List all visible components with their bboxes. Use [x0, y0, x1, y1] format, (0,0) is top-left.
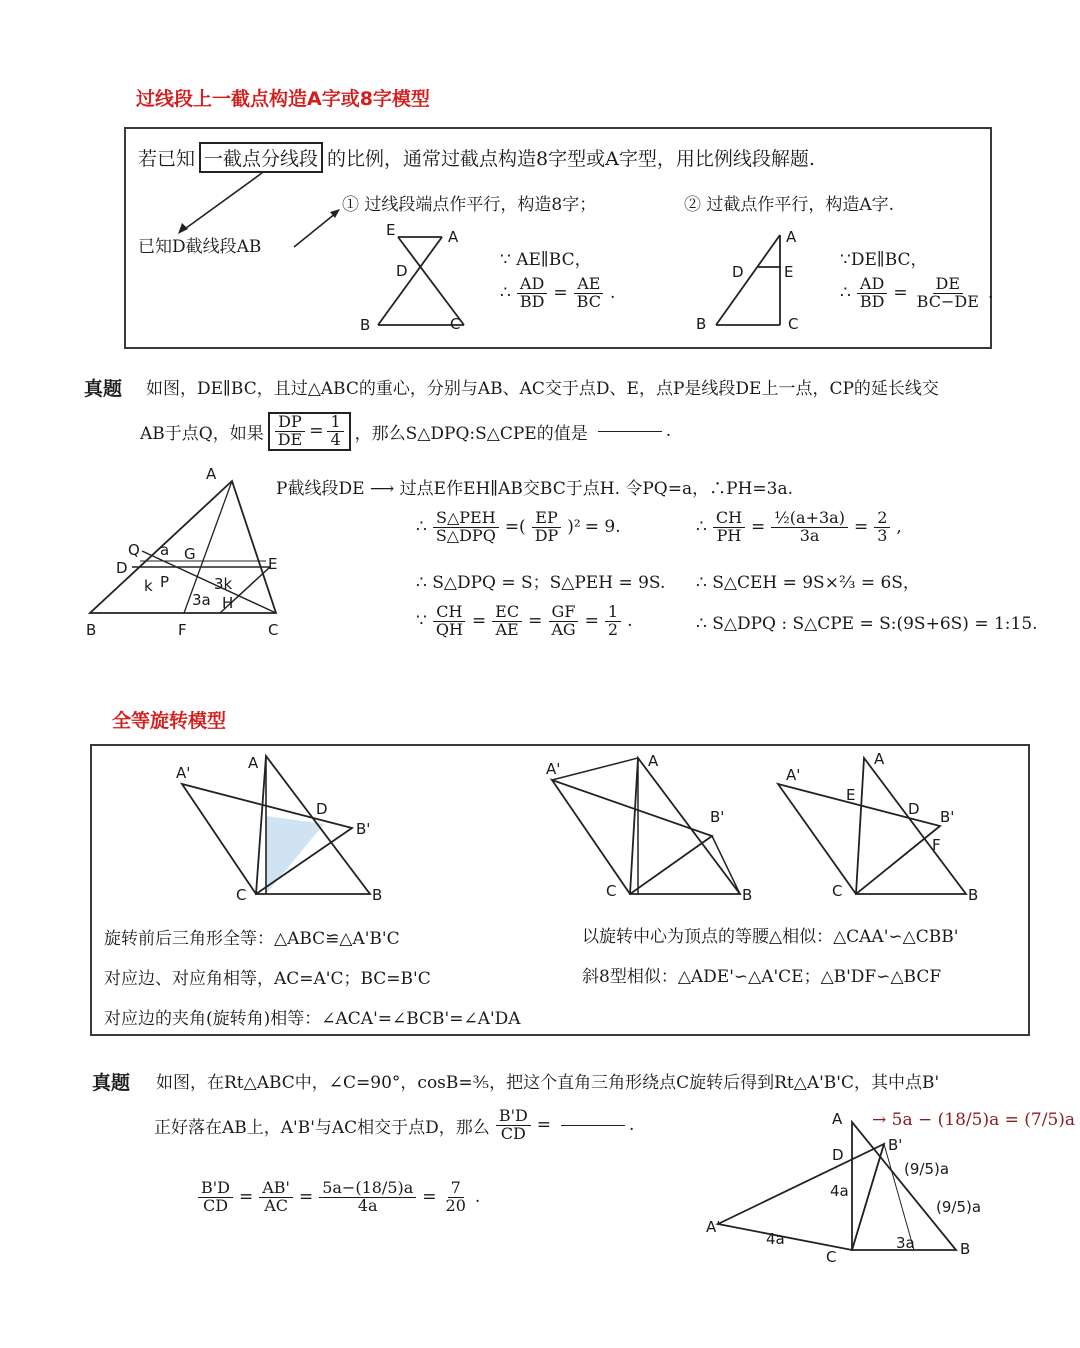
rotation-figure-3 [778, 750, 978, 904]
svg-text:A: A [648, 752, 659, 770]
problem1-sol6: ∴ S△DPQ : S△CPE = S:(9S+6S) = 1:15. [696, 614, 1038, 634]
svg-text:C: C [450, 315, 461, 333]
because-1: ∵ AE∥BC， [500, 250, 592, 270]
svg-text:3k: 3k [214, 575, 233, 593]
svg-text:Q: Q [128, 541, 140, 559]
svg-text:B': B' [940, 808, 955, 826]
svg-text:P: P [160, 573, 170, 591]
ratio-boxed: $\frac{DP}{DE}$ = $\frac{1}{4}$ [268, 412, 351, 451]
svg-text:C: C [832, 882, 843, 900]
problem2-solution: $\frac{B'D}{CD}$ = $\frac{AB'}{AC}$ = $\frac{5a-(18/5)a}{4a}$ = $\frac{7}{20}$ . [196, 1180, 480, 1215]
svg-text:C: C [268, 621, 279, 639]
svg-text:A: A [248, 754, 259, 772]
answer-blank [598, 430, 662, 432]
arrow-to-method [294, 213, 336, 247]
svg-text:3a: 3a [896, 1234, 915, 1252]
svg-text:H: H [222, 594, 234, 612]
svg-text:3a: 3a [192, 591, 211, 609]
svg-text:E: E [268, 555, 278, 573]
problem2-line2: 正好落在AB上，A'B'与AC相交于点D，那么 $\frac{B'D}{CD}$ = . [154, 1106, 635, 1143]
problem1-hint: P截线段DE ⟶ 过点E作EH∥AB交BC于点H. 令PQ=a，∴PH=3a. [276, 479, 793, 499]
svg-text:G: G [184, 545, 196, 563]
method-2: ② 过截点作平行，构造A字. [684, 195, 895, 215]
problem2-line1: 如图，在Rt△ABC中，∠C=90°，cosB=⅗，把这个直角三角形绕点C旋转后得到Rt△A'B'C，其中点B' [156, 1073, 940, 1093]
arrow-to-boxed [182, 173, 262, 231]
svg-text:D: D [116, 559, 128, 577]
svg-text:E: E [784, 263, 794, 281]
svg-text:k: k [144, 577, 153, 595]
svg-text:C: C [606, 882, 617, 900]
svg-text:C: C [236, 886, 247, 904]
svg-text:C: C [826, 1248, 837, 1266]
therefore-2: ∴ $\frac{AD}{BD}$ = $\frac{DE}{BC-DE}$ . [840, 274, 994, 311]
svg-text:D: D [316, 800, 328, 818]
svg-text:E: E [386, 221, 396, 239]
problem1-sol2: ∴ S△DPQ = S；S△PEH = 9S. [416, 573, 666, 593]
figure-8-shape [360, 221, 464, 334]
svg-text:4a: 4a [766, 1230, 785, 1248]
therefore-1: ∴ $\frac{AD}{BD}$ = $\frac{AE}{BC}$ . [500, 274, 616, 311]
svg-text:A': A' [546, 760, 561, 778]
svg-text:B: B [360, 316, 371, 334]
svg-text:A: A [832, 1110, 843, 1128]
svg-text:a: a [160, 541, 170, 559]
svg-text:B': B' [710, 808, 725, 826]
method-1: ① 过线段端点作平行，构造8字； [342, 195, 597, 215]
svg-text:D: D [732, 263, 744, 281]
svg-text:B: B [960, 1240, 971, 1258]
section2-note2: 对应边、对应角相等，AC=A'C；BC=B'C [104, 969, 431, 989]
problem1-figure [80, 455, 290, 645]
answer-blank-2 [561, 1124, 625, 1126]
known-note: 已知D截线段AB [138, 237, 262, 257]
section2-note4: 以旋转中心为顶点的等腰△相似：△CAA'∽△CBB' [582, 927, 959, 947]
intro-suffix: 的比例，通常过截点构造8字型或A字型，用比例线段解题. [327, 148, 815, 170]
svg-text:B: B [742, 886, 753, 904]
svg-text:A': A' [176, 764, 191, 782]
section2-title: 全等旋转模型 [112, 710, 227, 732]
svg-text:C: C [788, 315, 799, 333]
svg-text:E: E [846, 786, 856, 804]
svg-text:F: F [932, 836, 941, 854]
svg-text:D: D [832, 1146, 844, 1164]
problem1-line1: 如图，DE∥BC，且过△ABC的重心，分别与AB、AC交于点D、E，点P是线段DE上一点，CP的延长线交 [146, 379, 939, 399]
svg-text:A: A [448, 228, 459, 246]
svg-text:A: A [874, 750, 885, 768]
section2-figures [90, 744, 1030, 924]
problem2-tag: 真题 [92, 1072, 131, 1094]
svg-text:A': A' [786, 766, 801, 784]
because-2: ∵DE∥BC， [840, 250, 928, 270]
section1-title: 过线段上一截点构造A字或8字模型 [136, 88, 430, 110]
problem1-sol3: ∵ $\frac{CH}{QH}$ = $\frac{EC}{AE}$ = $\frac{GF}{AG}$ = $\frac{1}{2}$ . [416, 602, 633, 639]
svg-text:A': A' [706, 1218, 721, 1236]
section2-note1: 旋转前后三角形全等：△ABC≌△A'B'C [104, 929, 400, 949]
svg-text:(9/5)a: (9/5)a [936, 1198, 982, 1216]
section2-note5: 斜8型相似：△ADE'∽△A'CE；△B'DF∽△BCF [582, 967, 942, 987]
svg-text:(9/5)a: (9/5)a [904, 1160, 950, 1178]
svg-text:B: B [372, 886, 383, 904]
problem1-tag: 真题 [84, 378, 123, 400]
svg-text:D: D [396, 262, 408, 280]
svg-text:B': B' [356, 820, 371, 838]
intro-boxed: 一截点分线段 [199, 142, 323, 173]
problem1-sol4: ∴ $\frac{CH}{PH}$ = $\frac{\text{½(a+3a)}}{3a}$ = $\frac{2}{3}$ , [696, 508, 902, 545]
problem1-sol5: ∴ S△CEH = 9S×⅔ = 6S， [696, 573, 920, 593]
rotation-figure-1 [176, 754, 382, 904]
rotation-figure-2 [546, 752, 752, 904]
svg-text:B: B [86, 621, 97, 639]
svg-text:F: F [178, 621, 187, 639]
figure-a-shape [696, 228, 798, 333]
section2-note3: 对应边的夹角(旋转角)相等：∠ACA'=∠BCB'=∠A'DA [104, 1009, 521, 1029]
svg-text:A: A [786, 228, 797, 246]
svg-text:B: B [968, 886, 979, 904]
problem2-annotation: → 5a − (18/5)a = (7/5)a [872, 1110, 1076, 1130]
svg-text:B': B' [888, 1136, 903, 1154]
problem1-line2: AB于点Q，如果 $\frac{DP}{DE}$ = $\frac{1}{4}$ ，那么S△DPQ:S△CPE的值是 . [140, 412, 672, 449]
svg-text:A: A [206, 465, 217, 483]
svg-text:D: D [908, 800, 920, 818]
problem2-figure [700, 1100, 1000, 1270]
intro-prefix: 若已知 [138, 148, 196, 170]
svg-text:B: B [696, 315, 707, 333]
svg-text:4a: 4a [830, 1182, 849, 1200]
problem1-sol1: ∴ $\frac{\text{S△PEH}}{\text{S△DPQ}}$ =( $\frac{EP}{DP}$ )² = 9. [416, 508, 621, 545]
